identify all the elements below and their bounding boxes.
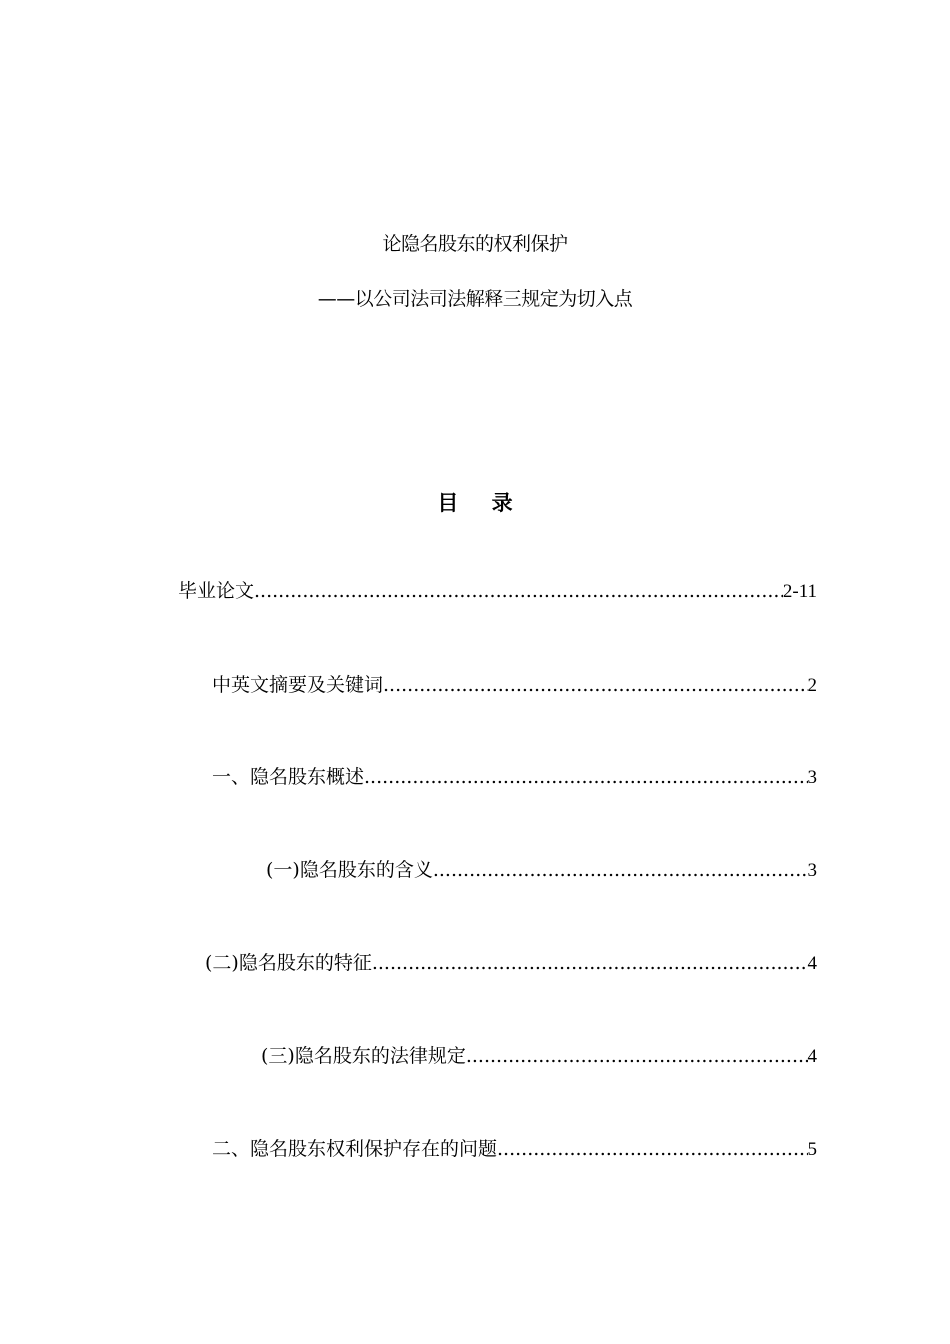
- toc-entry-page: 4: [807, 1046, 817, 1067]
- toc-entry-page: 4: [807, 953, 817, 974]
- toc-entry: [212, 762, 817, 790]
- toc-entry-label: (一)隐名股东的含义: [266, 859, 433, 881]
- toc-entry-page: 3: [807, 767, 817, 788]
- toc-entry: [205, 948, 817, 976]
- toc-entry-label: (三)隐名股东的法律规定: [261, 1045, 466, 1067]
- toc-entry-page: 2: [807, 675, 817, 696]
- toc-dot-leader: [372, 952, 808, 974]
- toc-entry-label: (二)隐名股东的特征: [205, 952, 372, 974]
- toc-entry-label: 中英文摘要及关键词: [212, 674, 384, 696]
- toc-entry-label: 二、隐名股东权利保护存在的问题: [212, 1138, 498, 1160]
- toc-dot-leader: [364, 766, 807, 788]
- toc-entry-page: 3: [807, 860, 817, 881]
- toc-entry-page: 5: [807, 1139, 817, 1160]
- toc-dot-leader: [497, 1138, 807, 1160]
- toc-dot-leader: [466, 1045, 808, 1067]
- toc-entry: [212, 670, 817, 698]
- toc-heading: 目 录: [437, 491, 513, 515]
- toc-entry: [261, 1041, 817, 1069]
- toc-dot-leader: [383, 674, 807, 696]
- toc-dot-leader: [433, 859, 808, 881]
- toc-entry-label: 一、隐名股东概述: [212, 766, 365, 788]
- document-title: 论隐名股东的权利保护: [382, 233, 568, 255]
- toc-entry: [178, 576, 817, 604]
- toc-entry: [212, 1134, 817, 1162]
- toc-dot-leader: [254, 580, 783, 602]
- toc-entry: [266, 855, 817, 883]
- toc-entry-page: 2-11: [782, 581, 817, 602]
- toc-entry-label: 毕业论文: [178, 580, 255, 602]
- document-subtitle: ——以公司法司法解释三规定为切入点: [317, 288, 633, 310]
